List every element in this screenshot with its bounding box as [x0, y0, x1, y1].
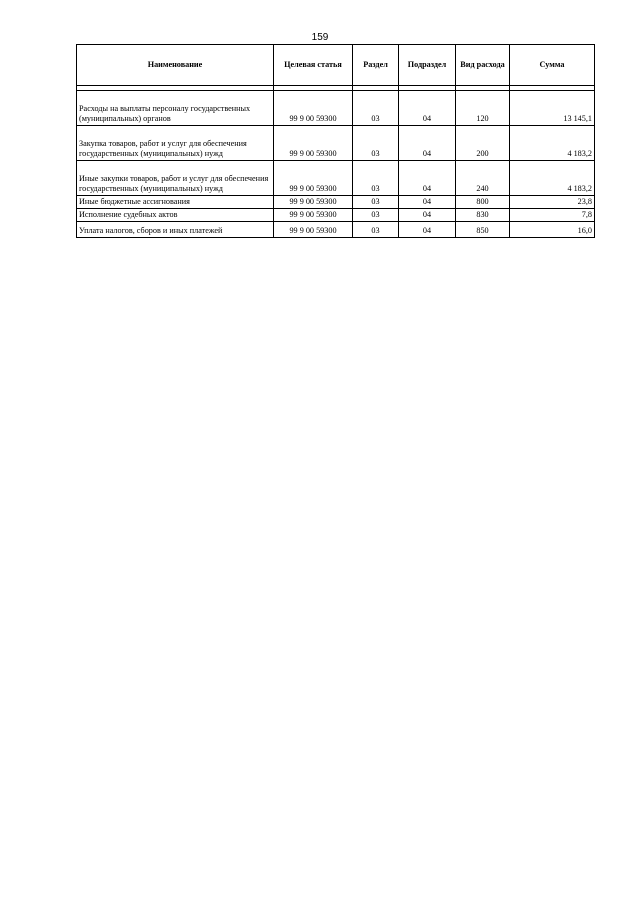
- row-sum: 13 145,1: [510, 91, 595, 126]
- row-target: 99 9 00 59300: [274, 126, 353, 161]
- table-row: [77, 161, 595, 196]
- row-subsection: 04: [399, 196, 456, 209]
- row-subsection: 04: [399, 161, 456, 196]
- row-section: 03: [353, 222, 399, 238]
- row-name: Закупка товаров, работ и услуг для обеспечения государственных (муниципальных) нужд: [77, 126, 274, 161]
- table-header-row: [77, 45, 595, 86]
- row-name: Иные закупки товаров, работ и услуг для обеспечения государственных (муниципальных) нужд: [77, 161, 274, 196]
- row-target: 99 9 00 59300: [274, 222, 353, 238]
- row-name: Исполнение судебных актов: [77, 209, 274, 222]
- row-target: 99 9 00 59300: [274, 161, 353, 196]
- table-row: [77, 222, 595, 238]
- header-target: Целевая статья: [274, 45, 353, 86]
- row-type: 120: [456, 91, 510, 126]
- row-sum: 16,0: [510, 222, 595, 238]
- row-section: 03: [353, 209, 399, 222]
- header-sum: Сумма: [510, 45, 595, 86]
- row-section: 03: [353, 126, 399, 161]
- row-sum: 7,8: [510, 209, 595, 222]
- row-type: 800: [456, 196, 510, 209]
- row-section: 03: [353, 91, 399, 126]
- row-sum: 4 183,2: [510, 161, 595, 196]
- row-subsection: 04: [399, 91, 456, 126]
- header-section: Раздел: [353, 45, 399, 86]
- header-subsection: Подраздел: [399, 45, 456, 86]
- row-sum: 23,8: [510, 196, 595, 209]
- row-name: Иные бюджетные ассигнования: [77, 196, 274, 209]
- row-type: 240: [456, 161, 510, 196]
- row-type: 200: [456, 126, 510, 161]
- row-target: 99 9 00 59300: [274, 209, 353, 222]
- row-sum: 4 183,2: [510, 126, 595, 161]
- table-row: [77, 126, 595, 161]
- table-row: [77, 196, 595, 209]
- row-type: 830: [456, 209, 510, 222]
- row-type: 850: [456, 222, 510, 238]
- header-name: Наименование: [77, 45, 274, 86]
- table-row: [77, 91, 595, 126]
- row-target: 99 9 00 59300: [274, 196, 353, 209]
- budget-table: [76, 44, 595, 238]
- row-subsection: 04: [399, 126, 456, 161]
- header-type: Вид расхода: [456, 45, 510, 86]
- table-row: [77, 209, 595, 222]
- row-name: Уплата налогов, сборов и иных платежей: [77, 222, 274, 238]
- row-subsection: 04: [399, 222, 456, 238]
- row-section: 03: [353, 161, 399, 196]
- row-name: Расходы на выплаты персоналу государственных (муниципальных) органов: [77, 91, 274, 126]
- row-subsection: 04: [399, 209, 456, 222]
- row-section: 03: [353, 196, 399, 209]
- page-number: 159: [311, 32, 329, 43]
- row-target: 99 9 00 59300: [274, 91, 353, 126]
